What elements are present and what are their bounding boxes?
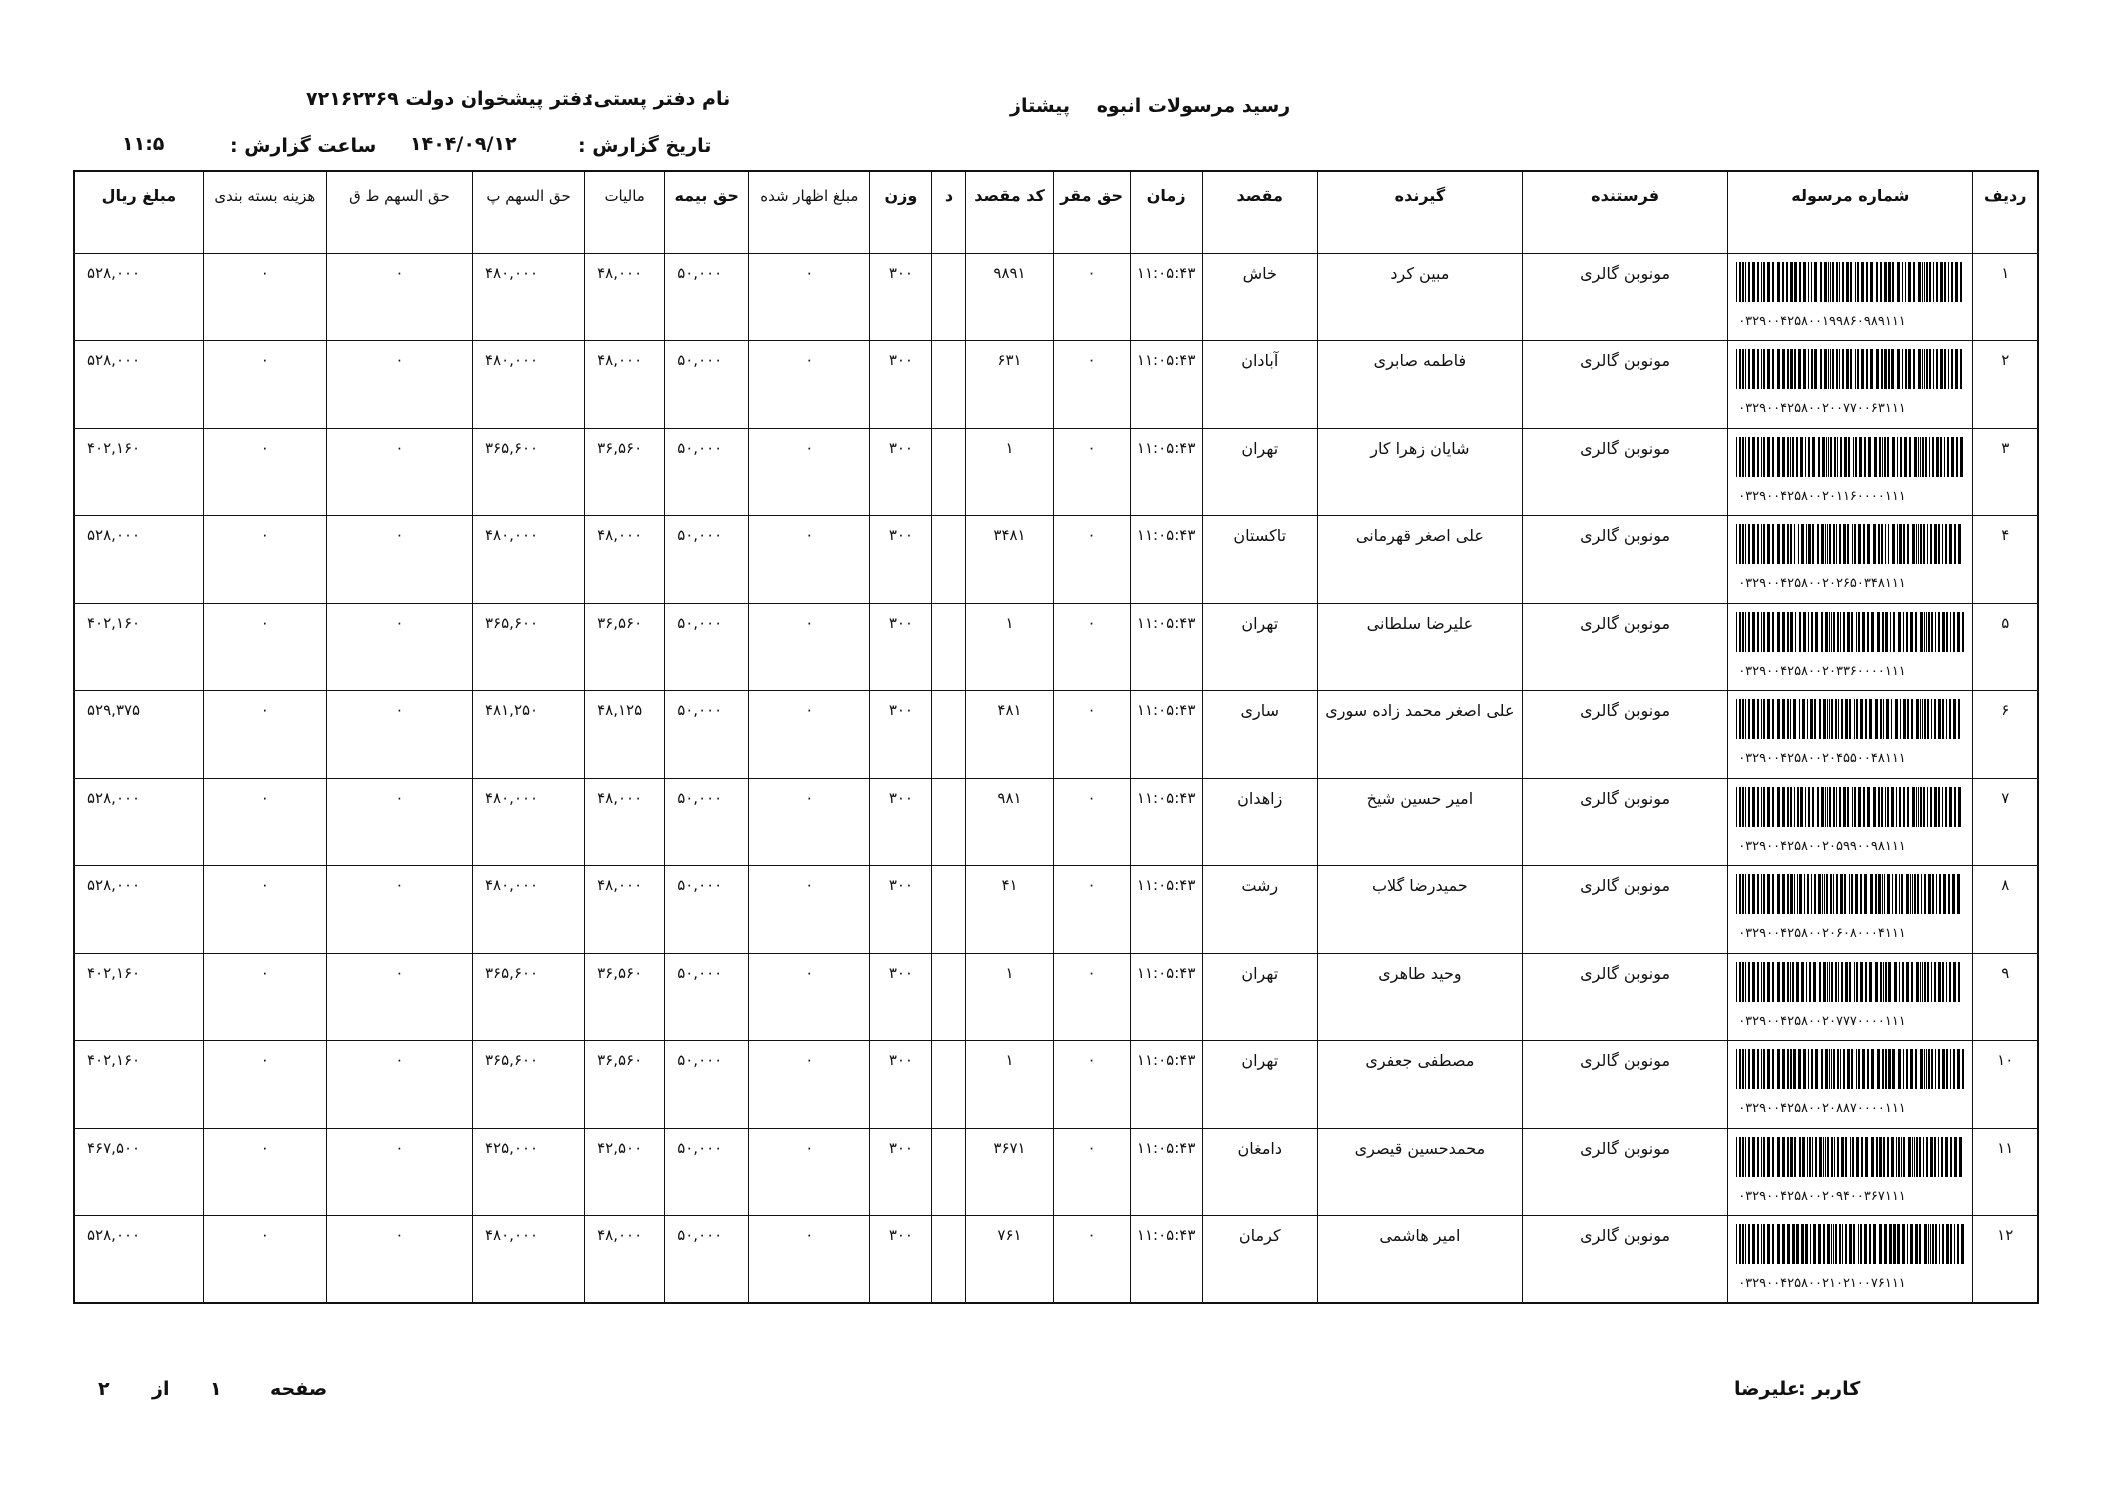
row-insurance-fee: ۵۰,۰۰۰ — [665, 1041, 749, 1129]
row-tax: ۴۸,۰۰۰ — [585, 866, 665, 954]
row-d — [932, 516, 966, 604]
row-packing-fee: ۰ — [203, 778, 326, 866]
row-hq-fee: ۰ — [1053, 603, 1130, 691]
barcode-image — [1736, 1137, 1964, 1177]
row-packing-fee: ۰ — [203, 516, 326, 604]
row-d — [932, 953, 966, 1041]
row-share-tq: ۰ — [326, 341, 472, 429]
row-sender: مونوبن گالری — [1523, 1128, 1728, 1216]
row-parcel-no — [1728, 516, 1973, 604]
barcode-number: ۰۳۲۹۰۰۴۲۵۸۰۰۱۹۹۸۶۰۹۸۹۱۱۱ — [1738, 313, 1906, 329]
row-share-tq: ۰ — [326, 691, 472, 779]
table-row — [74, 691, 2038, 779]
row-hq-fee: ۰ — [1053, 953, 1130, 1041]
row-hq-fee: ۰ — [1053, 428, 1130, 516]
table-row — [74, 866, 2038, 954]
row-destination: زاهدان — [1202, 778, 1317, 866]
row-share-tq: ۰ — [326, 428, 472, 516]
row-sender: مونوبن گالری — [1523, 691, 1728, 779]
col-hq-fee: حق مقر — [1053, 171, 1130, 253]
time-label: ساعت گزارش : — [230, 135, 377, 157]
row-amount-rial: ۴۰۲,۱۶۰ — [74, 603, 203, 691]
row-insurance-fee: ۵۰,۰۰۰ — [665, 953, 749, 1041]
row-dest-code: ۱ — [966, 428, 1053, 516]
row-sender: مونوبن گالری — [1523, 778, 1728, 866]
row-parcel-no — [1728, 428, 1973, 516]
row-hq-fee: ۰ — [1053, 253, 1130, 341]
row-hq-fee: ۰ — [1053, 691, 1130, 779]
row-share-p: ۴۸۰,۰۰۰ — [473, 1216, 585, 1304]
barcode-image — [1736, 524, 1964, 564]
barcode-image — [1736, 349, 1964, 389]
row-sender: مونوبن گالری — [1523, 1041, 1728, 1129]
row-radif: ۱۰ — [1973, 1041, 2038, 1129]
row-packing-fee: ۰ — [203, 341, 326, 429]
row-weight: ۳۰۰ — [870, 341, 932, 429]
col-dest-code: کد مقصد — [966, 171, 1053, 253]
row-declared-amount: ۰ — [749, 1128, 870, 1216]
report-title — [1010, 95, 1290, 117]
row-packing-fee: ۰ — [203, 428, 326, 516]
row-radif: ۲ — [1973, 341, 2038, 429]
row-d — [932, 1128, 966, 1216]
row-hq-fee: ۰ — [1053, 778, 1130, 866]
row-dest-code: ۱ — [966, 1041, 1053, 1129]
row-amount-rial: ۴۰۲,۱۶۰ — [74, 1041, 203, 1129]
barcode-image — [1736, 787, 1964, 827]
row-dest-code: ۷۶۱ — [966, 1216, 1053, 1304]
row-insurance-fee: ۵۰,۰۰۰ — [665, 778, 749, 866]
row-weight: ۳۰۰ — [870, 1128, 932, 1216]
row-receiver: شایان زهرا کار — [1317, 428, 1522, 516]
barcode-number: ۰۳۲۹۰۰۴۲۵۸۰۰۲۰۴۵۵۰۰۴۸۱۱۱ — [1738, 751, 1906, 766]
row-insurance-fee: ۵۰,۰۰۰ — [665, 253, 749, 341]
row-d — [932, 341, 966, 429]
row-time: ۱۱:۰۵:۴۳ — [1130, 1216, 1202, 1304]
row-declared-amount: ۰ — [749, 603, 870, 691]
row-time: ۱۱:۰۵:۴۳ — [1130, 253, 1202, 341]
row-amount-rial: ۵۲۸,۰۰۰ — [74, 253, 203, 341]
page-current: ۱ — [210, 1378, 222, 1400]
row-d — [932, 603, 966, 691]
table-row — [74, 516, 2038, 604]
barcode-number: ۰۳۲۹۰۰۴۲۵۸۰۰۲۰۷۷۷۰۰۰۰۱۱۱ — [1738, 1013, 1906, 1029]
row-dest-code: ۱ — [966, 953, 1053, 1041]
row-share-tq: ۰ — [326, 516, 472, 604]
col-insurance-fee: حق بیمه — [665, 171, 749, 253]
row-share-p: ۴۸۱,۲۵۰ — [473, 691, 585, 779]
row-d — [932, 1216, 966, 1304]
row-dest-code: ۹۸۹۱ — [966, 253, 1053, 341]
row-parcel-no — [1728, 778, 1973, 866]
row-receiver: حمیدرضا گلاب — [1317, 866, 1522, 954]
row-packing-fee: ۰ — [203, 1216, 326, 1304]
row-dest-code: ۹۸۱ — [966, 778, 1053, 866]
barcode-image — [1736, 437, 1964, 477]
user-label: کاربر : — [1798, 1378, 1861, 1400]
barcode-number: ۰۳۲۹۰۰۴۲۵۸۰۰۲۱۰۲۱۰۰۷۶۱۱۱ — [1738, 1276, 1906, 1291]
col-receiver: گیرنده — [1317, 171, 1522, 253]
row-tax: ۳۶,۵۶۰ — [585, 603, 665, 691]
row-packing-fee: ۰ — [203, 603, 326, 691]
row-d — [932, 691, 966, 779]
row-receiver: مبین کرد — [1317, 253, 1522, 341]
barcode-image — [1736, 1049, 1964, 1089]
barcode-number: ۰۳۲۹۰۰۴۲۵۸۰۰۲۰۶۰۸۰۰۰۴۱۱۱ — [1738, 926, 1906, 941]
row-insurance-fee: ۵۰,۰۰۰ — [665, 603, 749, 691]
row-time: ۱۱:۰۵:۴۳ — [1130, 1128, 1202, 1216]
page-total: ۲ — [98, 1378, 110, 1400]
row-dest-code: ۴۸۱ — [966, 691, 1053, 779]
row-declared-amount: ۰ — [749, 253, 870, 341]
row-packing-fee: ۰ — [203, 866, 326, 954]
row-weight: ۳۰۰ — [870, 691, 932, 779]
row-share-p: ۴۸۰,۰۰۰ — [473, 778, 585, 866]
row-hq-fee: ۰ — [1053, 1041, 1130, 1129]
user-value: علیرضا — [1734, 1378, 1800, 1400]
row-packing-fee: ۰ — [203, 1128, 326, 1216]
row-tax: ۴۸,۱۲۵ — [585, 691, 665, 779]
row-parcel-no — [1728, 691, 1973, 779]
page-label: صفحه — [270, 1378, 328, 1400]
row-time: ۱۱:۰۵:۴۳ — [1130, 866, 1202, 954]
table-row — [74, 778, 2038, 866]
row-parcel-no — [1728, 253, 1973, 341]
row-share-p: ۴۲۵,۰۰۰ — [473, 1128, 585, 1216]
row-radif: ۹ — [1973, 953, 2038, 1041]
row-insurance-fee: ۵۰,۰۰۰ — [665, 428, 749, 516]
row-declared-amount: ۰ — [749, 1041, 870, 1129]
row-dest-code: ۶۳۱ — [966, 341, 1053, 429]
barcode-number: ۰۳۲۹۰۰۴۲۵۸۰۰۲۰۱۱۶۰۰۰۰۱۱۱ — [1738, 488, 1906, 504]
row-hq-fee: ۰ — [1053, 341, 1130, 429]
table-row — [74, 1041, 2038, 1129]
row-destination: تهران — [1202, 953, 1317, 1041]
col-time: زمان — [1130, 171, 1202, 253]
row-radif: ۱۲ — [1973, 1216, 2038, 1304]
row-share-tq: ۰ — [326, 953, 472, 1041]
table-row — [74, 428, 2038, 516]
table-row — [74, 341, 2038, 429]
row-amount-rial: ۵۲۹,۳۷۵ — [74, 691, 203, 779]
row-destination: تهران — [1202, 603, 1317, 691]
row-insurance-fee: ۵۰,۰۰۰ — [665, 866, 749, 954]
barcode-image — [1736, 1224, 1964, 1264]
row-declared-amount: ۰ — [749, 516, 870, 604]
row-d — [932, 866, 966, 954]
row-share-p: ۳۶۵,۶۰۰ — [473, 953, 585, 1041]
row-share-tq: ۰ — [326, 1128, 472, 1216]
row-time: ۱۱:۰۵:۴۳ — [1130, 428, 1202, 516]
row-packing-fee: ۰ — [203, 691, 326, 779]
row-d — [932, 778, 966, 866]
row-amount-rial: ۴۰۲,۱۶۰ — [74, 953, 203, 1041]
row-radif: ۷ — [1973, 778, 2038, 866]
row-sender: مونوبن گالری — [1523, 603, 1728, 691]
row-declared-amount: ۰ — [749, 691, 870, 779]
row-share-p: ۴۸۰,۰۰۰ — [473, 253, 585, 341]
row-destination: تهران — [1202, 1041, 1317, 1129]
row-weight: ۳۰۰ — [870, 953, 932, 1041]
table-body — [74, 253, 2038, 1303]
col-share-tq: حق السهم ط ق — [326, 171, 472, 253]
row-receiver: وحید طاهری — [1317, 953, 1522, 1041]
row-receiver: علیرضا سلطانی — [1317, 603, 1522, 691]
row-share-p: ۴۸۰,۰۰۰ — [473, 516, 585, 604]
row-share-p: ۴۸۰,۰۰۰ — [473, 866, 585, 954]
row-share-tq: ۰ — [326, 778, 472, 866]
col-d: د — [932, 171, 966, 253]
barcode-number: ۰۳۲۹۰۰۴۲۵۸۰۰۲۰۹۴۰۰۳۶۷۱۱۱ — [1738, 1188, 1906, 1204]
row-amount-rial: ۵۲۸,۰۰۰ — [74, 866, 203, 954]
row-share-p: ۴۸۰,۰۰۰ — [473, 341, 585, 429]
row-share-tq: ۰ — [326, 1041, 472, 1129]
row-amount-rial: ۴۰۲,۱۶۰ — [74, 428, 203, 516]
row-amount-rial: ۴۶۷,۵۰۰ — [74, 1128, 203, 1216]
row-amount-rial: ۵۲۸,۰۰۰ — [74, 341, 203, 429]
row-parcel-no — [1728, 1041, 1973, 1129]
row-weight: ۳۰۰ — [870, 428, 932, 516]
col-parcel-no: شماره مرسوله — [1728, 171, 1973, 253]
row-share-tq: ۰ — [326, 253, 472, 341]
row-hq-fee: ۰ — [1053, 866, 1130, 954]
row-sender: مونوبن گالری — [1523, 253, 1728, 341]
row-weight: ۳۰۰ — [870, 778, 932, 866]
row-tax: ۴۸,۰۰۰ — [585, 253, 665, 341]
row-time: ۱۱:۰۵:۴۳ — [1130, 691, 1202, 779]
row-packing-fee: ۰ — [203, 953, 326, 1041]
row-hq-fee: ۰ — [1053, 1128, 1130, 1216]
row-packing-fee: ۰ — [203, 253, 326, 341]
row-hq-fee: ۰ — [1053, 516, 1130, 604]
row-receiver: امیر هاشمی — [1317, 1216, 1522, 1304]
row-insurance-fee: ۵۰,۰۰۰ — [665, 1216, 749, 1304]
row-receiver: علی اصغر محمد زاده سوری — [1317, 691, 1522, 779]
row-dest-code: ۱ — [966, 603, 1053, 691]
row-sender: مونوبن گالری — [1523, 428, 1728, 516]
row-destination: رشت — [1202, 866, 1317, 954]
col-packing-fee: هزینه بسته بندی — [203, 171, 326, 253]
table-row — [74, 1216, 2038, 1304]
row-amount-rial: ۵۲۸,۰۰۰ — [74, 778, 203, 866]
row-radif: ۶ — [1973, 691, 2038, 779]
barcode-number: ۰۳۲۹۰۰۴۲۵۸۰۰۲۰۲۶۵۰۳۴۸۱۱۱ — [1738, 576, 1906, 591]
row-weight: ۳۰۰ — [870, 1041, 932, 1129]
date-value: ۱۴۰۴/۰۹/۱۲ — [410, 133, 517, 155]
row-d — [932, 253, 966, 341]
row-dest-code: ۳۴۸۱ — [966, 516, 1053, 604]
service-type-text: پیشتاز — [1010, 95, 1071, 117]
row-declared-amount: ۰ — [749, 428, 870, 516]
barcode-image — [1736, 612, 1964, 652]
row-radif: ۴ — [1973, 516, 2038, 604]
row-sender: مونوبن گالری — [1523, 953, 1728, 1041]
row-sender: مونوبن گالری — [1523, 341, 1728, 429]
row-insurance-fee: ۵۰,۰۰۰ — [665, 516, 749, 604]
col-amount-rial: مبلغ ریال — [74, 171, 203, 253]
row-tax: ۴۸,۰۰۰ — [585, 516, 665, 604]
row-time: ۱۱:۰۵:۴۳ — [1130, 953, 1202, 1041]
col-declared-amount: مبلغ اظهار شده — [749, 171, 870, 253]
row-weight: ۳۰۰ — [870, 516, 932, 604]
row-declared-amount: ۰ — [749, 778, 870, 866]
table-row — [74, 953, 2038, 1041]
row-dest-code: ۴۱ — [966, 866, 1053, 954]
row-parcel-no — [1728, 866, 1973, 954]
barcode-number: ۰۳۲۹۰۰۴۲۵۸۰۰۲۰۰۷۷۰۰۶۳۱۱۱ — [1738, 401, 1906, 416]
row-sender: مونوبن گالری — [1523, 866, 1728, 954]
row-receiver: امیر حسین شیخ — [1317, 778, 1522, 866]
barcode-image — [1736, 262, 1964, 302]
row-weight: ۳۰۰ — [870, 253, 932, 341]
row-time: ۱۱:۰۵:۴۳ — [1130, 1041, 1202, 1129]
date-label: تاریخ گزارش : — [578, 135, 712, 157]
row-radif: ۸ — [1973, 866, 2038, 954]
row-time: ۱۱:۰۵:۴۳ — [1130, 778, 1202, 866]
row-destination: دامغان — [1202, 1128, 1317, 1216]
col-sender: فرستنده — [1523, 171, 1728, 253]
barcode-image — [1736, 962, 1964, 1002]
row-declared-amount: ۰ — [749, 953, 870, 1041]
office-value: دفتر پیشخوان دولت ۷۲۱۶۲۳۶۹ — [306, 88, 592, 110]
report-title-text: رسید مرسولات انبوه — [1096, 95, 1291, 117]
row-destination: آبادان — [1202, 341, 1317, 429]
row-share-p: ۳۶۵,۶۰۰ — [473, 1041, 585, 1129]
row-parcel-no — [1728, 953, 1973, 1041]
col-tax: مالیات — [585, 171, 665, 253]
row-declared-amount: ۰ — [749, 341, 870, 429]
row-tax: ۴۸,۰۰۰ — [585, 341, 665, 429]
row-destination: کرمان — [1202, 1216, 1317, 1304]
row-share-p: ۳۶۵,۶۰۰ — [473, 603, 585, 691]
office-label: نام دفتر پستی: — [586, 88, 731, 110]
row-receiver: علی اصغر قهرمانی — [1317, 516, 1522, 604]
row-share-p: ۳۶۵,۶۰۰ — [473, 428, 585, 516]
row-radif: ۱ — [1973, 253, 2038, 341]
row-destination: تاکستان — [1202, 516, 1317, 604]
row-parcel-no — [1728, 1216, 1973, 1304]
row-parcel-no — [1728, 341, 1973, 429]
row-tax: ۳۶,۵۶۰ — [585, 428, 665, 516]
row-amount-rial: ۵۲۸,۰۰۰ — [74, 516, 203, 604]
row-weight: ۳۰۰ — [870, 603, 932, 691]
row-packing-fee: ۰ — [203, 1041, 326, 1129]
table-row — [74, 253, 2038, 341]
row-declared-amount: ۰ — [749, 1216, 870, 1304]
row-destination: خاش — [1202, 253, 1317, 341]
row-weight: ۳۰۰ — [870, 1216, 932, 1304]
row-share-tq: ۰ — [326, 603, 472, 691]
row-sender: مونوبن گالری — [1523, 516, 1728, 604]
barcode-image — [1736, 699, 1964, 739]
row-tax: ۴۸,۰۰۰ — [585, 1216, 665, 1304]
time-value: ۱۱:۵ — [122, 133, 165, 155]
row-destination: تهران — [1202, 428, 1317, 516]
row-tax: ۴۲,۵۰۰ — [585, 1128, 665, 1216]
row-receiver: مصطفی جعفری — [1317, 1041, 1522, 1129]
row-radif: ۱۱ — [1973, 1128, 2038, 1216]
col-radif: ردیف — [1973, 171, 2038, 253]
row-time: ۱۱:۰۵:۴۳ — [1130, 341, 1202, 429]
row-insurance-fee: ۵۰,۰۰۰ — [665, 341, 749, 429]
col-weight: وزن — [870, 171, 932, 253]
row-time: ۱۱:۰۵:۴۳ — [1130, 516, 1202, 604]
row-hq-fee: ۰ — [1053, 1216, 1130, 1304]
row-time: ۱۱:۰۵:۴۳ — [1130, 603, 1202, 691]
table-row — [74, 1128, 2038, 1216]
row-declared-amount: ۰ — [749, 866, 870, 954]
row-destination: ساری — [1202, 691, 1317, 779]
row-d — [932, 1041, 966, 1129]
row-share-tq: ۰ — [326, 1216, 472, 1304]
parcels-table — [73, 170, 2039, 1304]
row-tax: ۴۸,۰۰۰ — [585, 778, 665, 866]
row-insurance-fee: ۵۰,۰۰۰ — [665, 1128, 749, 1216]
barcode-image — [1736, 874, 1964, 914]
table-row — [74, 603, 2038, 691]
barcode-number: ۰۳۲۹۰۰۴۲۵۸۰۰۲۰۸۸۷۰۰۰۰۱۱۱ — [1738, 1101, 1906, 1116]
row-receiver: فاطمه صابری — [1317, 341, 1522, 429]
row-sender: مونوبن گالری — [1523, 1216, 1728, 1304]
page-of: از — [152, 1378, 170, 1400]
row-receiver: محمدحسین قیصری — [1317, 1128, 1522, 1216]
col-destination: مقصد — [1202, 171, 1317, 253]
row-dest-code: ۳۶۷۱ — [966, 1128, 1053, 1216]
row-share-tq: ۰ — [326, 866, 472, 954]
row-parcel-no — [1728, 1128, 1973, 1216]
row-weight: ۳۰۰ — [870, 866, 932, 954]
row-d — [932, 428, 966, 516]
row-radif: ۳ — [1973, 428, 2038, 516]
barcode-number: ۰۳۲۹۰۰۴۲۵۸۰۰۲۰۵۹۹۰۰۹۸۱۱۱ — [1738, 838, 1906, 854]
row-tax: ۳۶,۵۶۰ — [585, 1041, 665, 1129]
row-insurance-fee: ۵۰,۰۰۰ — [665, 691, 749, 779]
table-header-row — [74, 171, 2038, 253]
row-amount-rial: ۵۲۸,۰۰۰ — [74, 1216, 203, 1304]
row-tax: ۳۶,۵۶۰ — [585, 953, 665, 1041]
col-share-p: حق السهم پ — [473, 171, 585, 253]
barcode-number: ۰۳۲۹۰۰۴۲۵۸۰۰۲۰۳۳۶۰۰۰۰۱۱۱ — [1738, 663, 1906, 679]
row-parcel-no — [1728, 603, 1973, 691]
row-radif: ۵ — [1973, 603, 2038, 691]
